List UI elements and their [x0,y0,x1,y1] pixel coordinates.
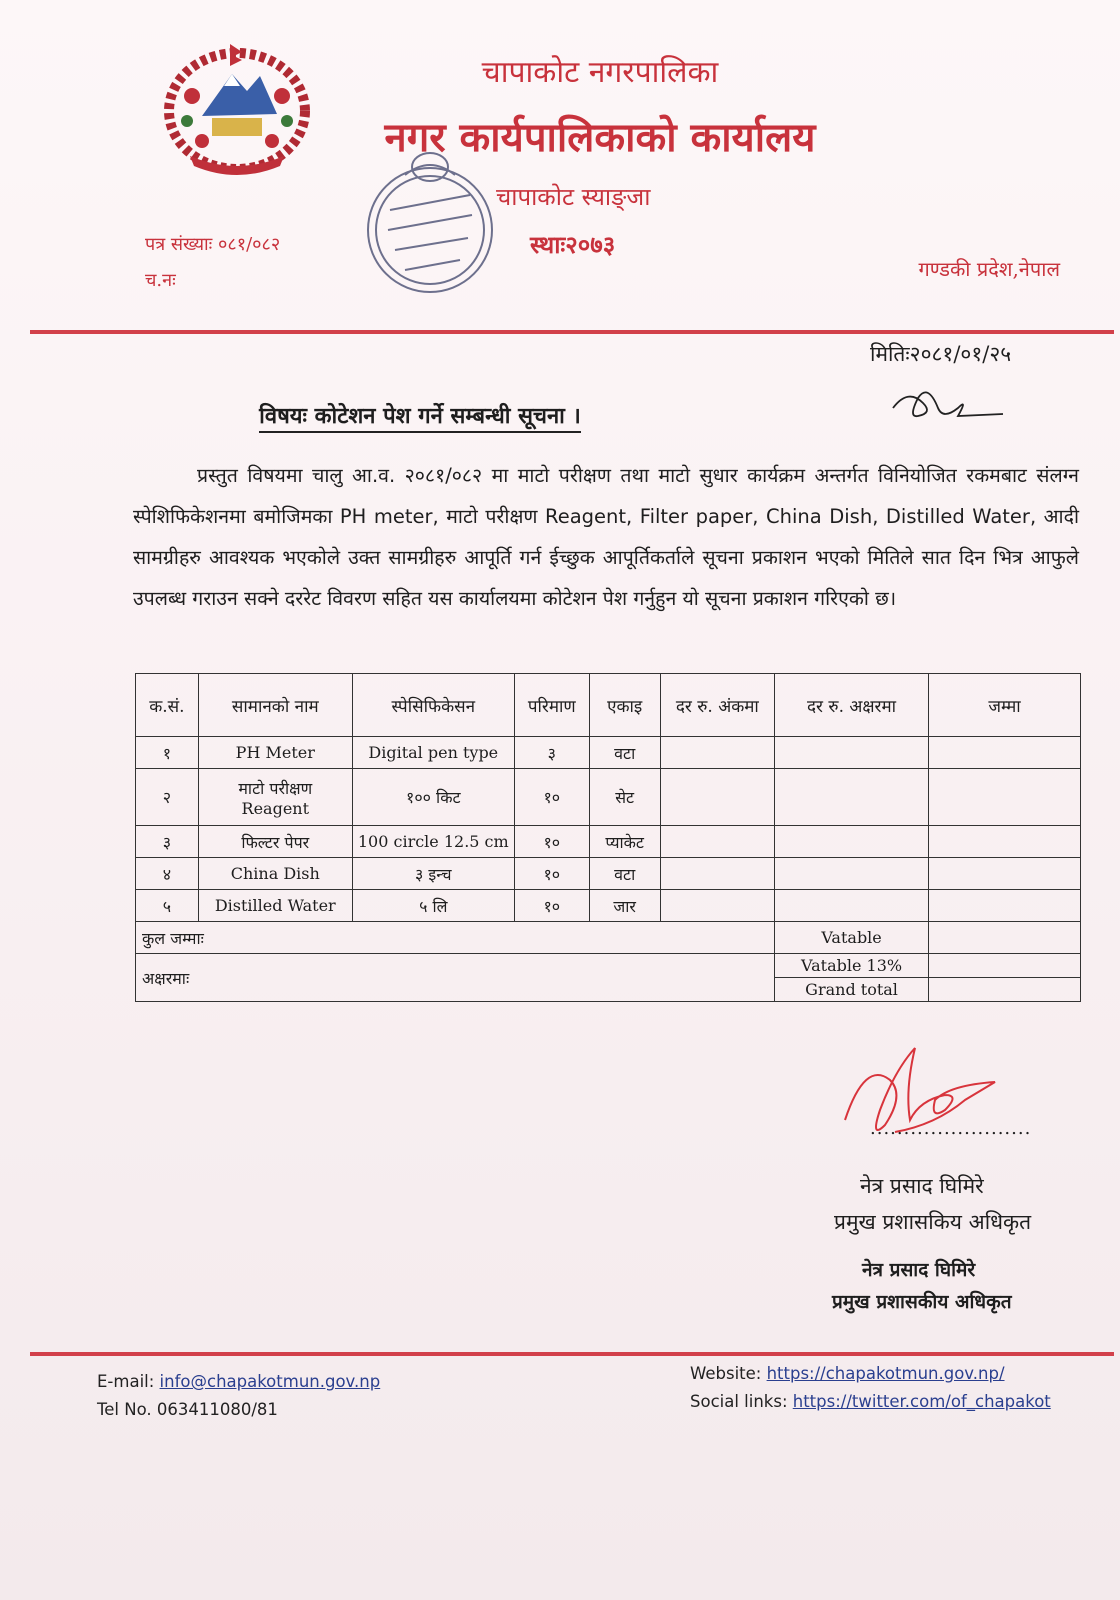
header-quantity: परिमाण [514,674,589,737]
table-row [136,890,1081,922]
footer-email [97,1372,380,1391]
signature-line: ........................ [870,1118,1032,1139]
vat-row [136,954,1081,978]
total-row [136,922,1081,954]
row-quantity: १० [514,769,589,826]
row-spec: Digital pen type [352,737,514,769]
footer-website [690,1364,1005,1383]
row-rate-words[interactable] [775,890,929,922]
notice-body-text: प्रस्तुत विषयमा चालु आ.व. २०८१/०८२ मा माटो परीक्षण तथा माटो सुधार कार्यक्रम अन्तर्गत विनियोजित रकमबाट संलग्न स्पेशिफिकेशनमा बमोजिमका PH meter, माटो परीक्षण Reagent, Filter paper, China Dish, Distilled Water, आदी सामग्रीहरु आवश्यक भएकोले उक्त सामग्रीहरु आपूर्ति गर्न ईच्छुक आपूर्तिकर्ताले सूचना प्रकाशन भएको मितिले सात दिन भित्र आफुले उपलब्ध गराउन सक्ने दररेट विवरण सहित यस कार्यालयमा कोटेशन पेश गर्नुहुन यो सूचना प्रकाशन गरिएको छ। [133,464,1079,610]
row-rate-figures[interactable] [660,890,774,922]
vatable-label: Vatable [775,922,929,954]
name-stamp: नेत्र प्रसाद घिमिरे [862,1259,976,1281]
row-unit: जार [589,890,660,922]
vat13-value[interactable] [929,954,1081,978]
table-row [136,769,1081,826]
row-unit: वटा [589,737,660,769]
letter-date: मितिः२०८१/०१/२५ [870,342,1012,366]
row-unit: सेट [589,769,660,826]
grand-total-label: Grand total [775,978,929,1002]
header-rate-figures: दर रु. अंकमा [660,674,774,737]
amount-in-words-label: अक्षरमाः [136,954,775,1002]
row-spec: १०० किट [352,769,514,826]
row-rate-figures[interactable] [660,858,774,890]
signatory-title: प्रमुख प्रशासकिय अधिकृत [834,1210,1032,1234]
social-label: Social links: [690,1392,793,1411]
row-unit: प्याकेट [589,826,660,858]
row-sn: १ [136,737,199,769]
header-divider [30,330,1114,334]
footer-divider [30,1352,1114,1356]
vatable-value[interactable] [929,922,1081,954]
municipality-name: चापाकोट नगरपालिका [481,55,719,90]
total-label: कुल जम्माः [136,922,775,954]
row-rate-words[interactable] [775,737,929,769]
row-quantity: ३ [514,737,589,769]
notice-body [133,455,1079,619]
row-total[interactable] [929,737,1081,769]
row-rate-figures[interactable] [660,769,774,826]
website-link[interactable]: https://chapakotmun.gov.np/ [766,1364,1005,1383]
row-spec: ३ इन्च [352,858,514,890]
title-stamp: प्रमुख प्रशासकीय अधिकृत [832,1291,1012,1313]
row-item-name: Distilled Water [198,890,352,922]
row-total[interactable] [929,769,1081,826]
row-rate-figures[interactable] [660,826,774,858]
row-sn: २ [136,769,199,826]
row-total[interactable] [929,890,1081,922]
website-label: Website: [690,1364,767,1383]
row-quantity: १० [514,858,589,890]
letter-number: पत्र संख्याः ०८१/०८२ [145,234,281,255]
subject-text: विषयः कोटेशन पेश गर्ने सम्बन्धी सूचना । [259,403,581,433]
row-spec: 100 circle 12.5 cm [352,826,514,858]
grand-total-value[interactable] [929,978,1081,1002]
office-established: स्थाः२०७३ [530,230,616,259]
row-sn: ३ [136,826,199,858]
footer-tel: Tel No. 063411080/81 [97,1400,278,1419]
social-link[interactable]: https://twitter.com/of_chapakot [792,1392,1051,1411]
province: गण्डकी प्रदेश,नेपाल [918,257,1060,281]
footer-social [690,1392,1051,1411]
row-item-name: फिल्टर पेपर [198,826,352,858]
header-unit: एकाइ [589,674,660,737]
row-sn: ५ [136,890,199,922]
row-total[interactable] [929,858,1081,890]
email-link[interactable]: info@chapakotmun.gov.np [159,1372,381,1391]
quotation-table [135,673,1081,1002]
header-spec: स्पेसिफिकेसन [352,674,514,737]
table-header-row [136,674,1081,737]
row-spec: ५ लि [352,890,514,922]
row-total[interactable] [929,826,1081,858]
nepal-emblem-icon [162,36,312,176]
header-sn: क.सं. [136,674,199,737]
dispatch-number: च.नः [145,270,176,291]
row-item-name: माटो परीक्षण Reagent [198,769,352,826]
row-rate-words[interactable] [775,769,929,826]
office-name: नगर कार्यपालिकाको कार्यालय [384,114,816,161]
vat13-label: Vatable 13% [775,954,929,978]
row-rate-figures[interactable] [660,737,774,769]
row-unit: वटा [589,858,660,890]
row-quantity: १० [514,890,589,922]
row-quantity: १० [514,826,589,858]
table-row [136,826,1081,858]
initials-signature-icon [888,378,1008,428]
row-item-name: China Dish [198,858,352,890]
header-total: जम्मा [929,674,1081,737]
email-label: E-mail: [97,1372,160,1391]
row-rate-words[interactable] [775,826,929,858]
office-stamp-icon [350,135,510,305]
signatory-name: नेत्र प्रसाद घिमिरे [860,1174,984,1198]
header-item-name: सामानको नाम [198,674,352,737]
table-row [136,858,1081,890]
header-rate-words: दर रु. अक्षरमा [775,674,929,737]
office-place: चापाकोट स्याङ्जा [496,183,651,211]
row-item-name: PH Meter [198,737,352,769]
letter-subject [0,400,840,430]
row-rate-words[interactable] [775,858,929,890]
table-row [136,737,1081,769]
row-sn: ४ [136,858,199,890]
